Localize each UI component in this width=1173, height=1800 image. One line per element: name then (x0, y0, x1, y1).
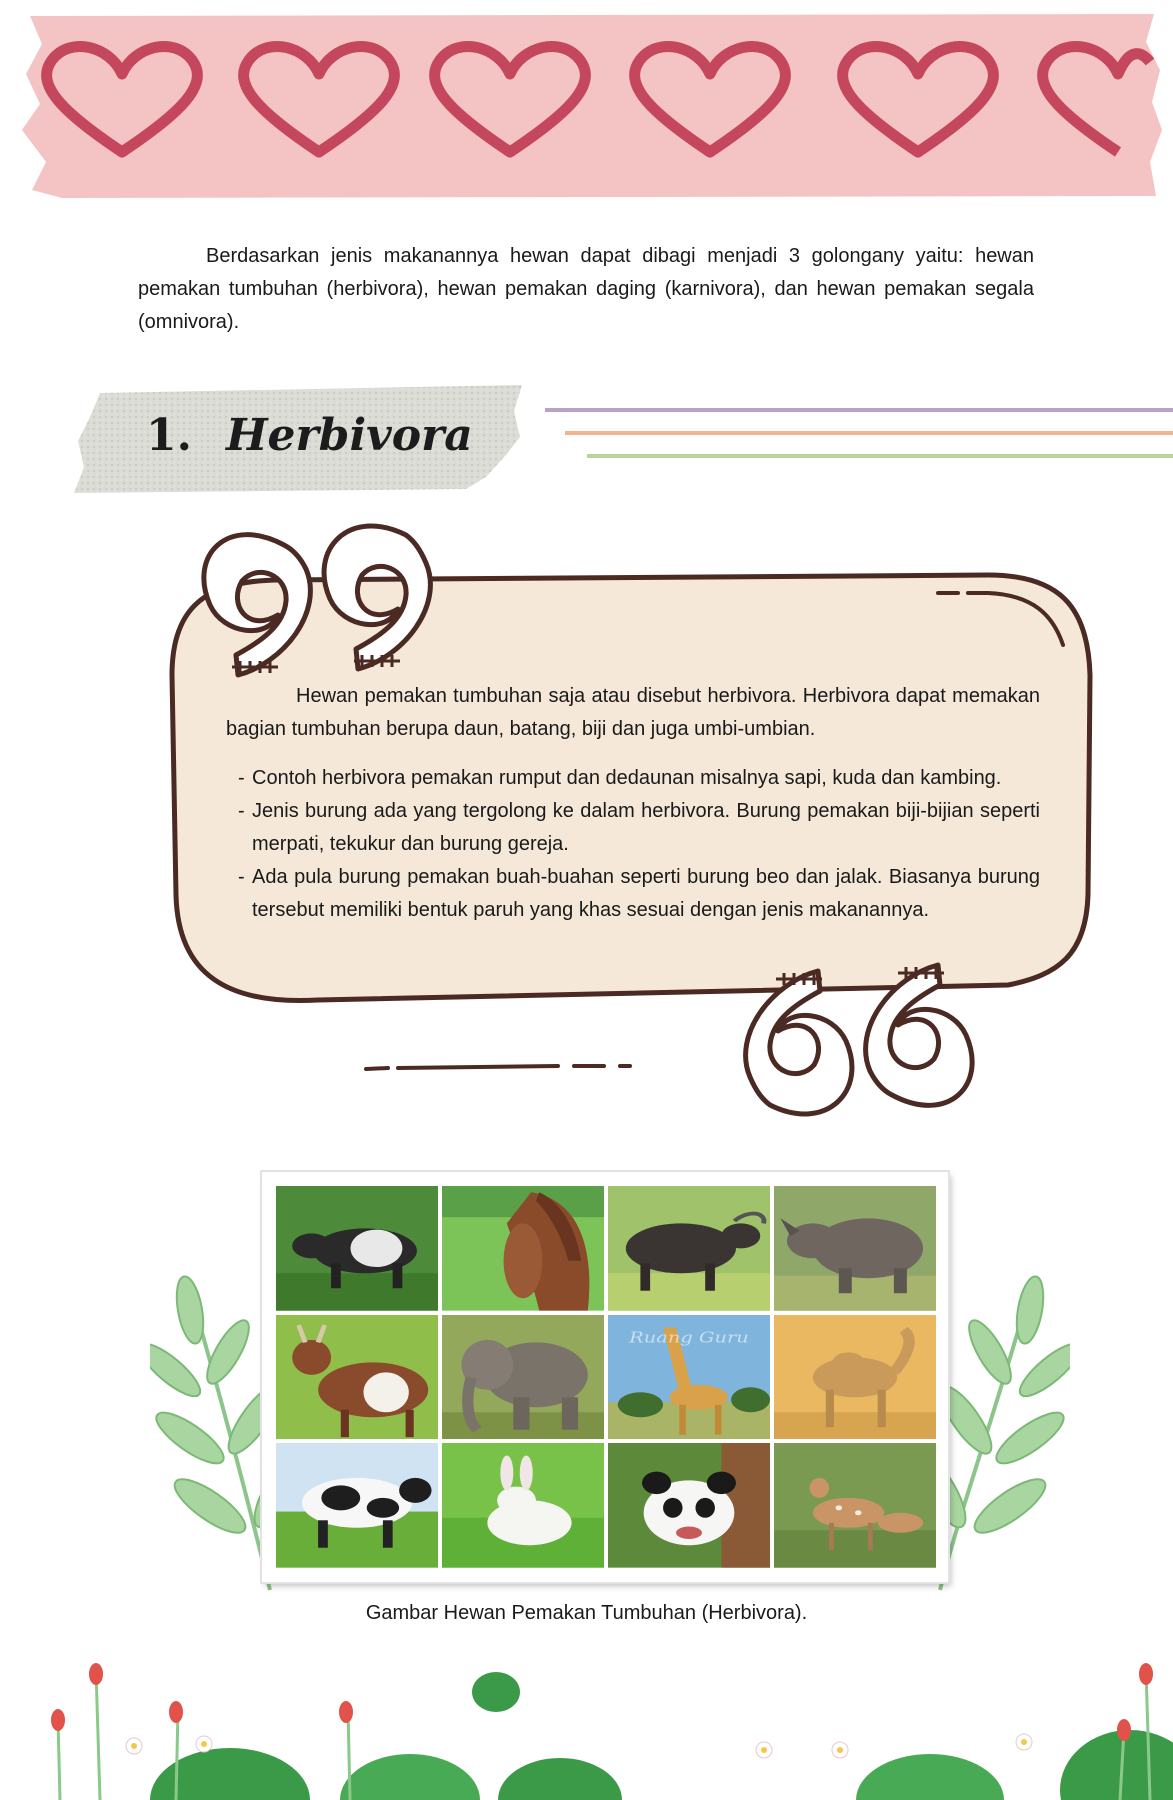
decorative-lines (545, 400, 1173, 470)
photo-elephant (442, 1315, 604, 1440)
photo-giraffe (608, 1315, 770, 1440)
svg-text:Ruang Guru: Ruang Guru (629, 1329, 749, 1347)
photo-rabbit (442, 1443, 604, 1568)
photo-goat (276, 1315, 438, 1440)
photo-horse (442, 1186, 604, 1311)
photo-camel (774, 1315, 936, 1440)
photo-rhinoceros (774, 1186, 936, 1311)
quote-content (226, 680, 1040, 927)
footer-decoration (0, 1650, 1173, 1800)
photo-buffalo (608, 1186, 770, 1311)
figure-caption: Gambar Hewan Pemakan Tumbuhan (Herbivora). (365, 1602, 808, 1624)
herbivore-examples-list (226, 762, 1040, 927)
list-item: - Contoh herbivora pemakan rumput dan dedaunan misalnya sapi, kuda dan kambing. (238, 767, 1002, 789)
photo-deer (774, 1443, 936, 1568)
intro-paragraph: Berdasarkan jenis makanannya hewan dapat dibagi menjadi 3 golongany yaitu: hewan pemakan tumbuhan (herbivora), hewan pemakan daging (karnivora), dan hewan pemakan segala (omnivora). (138, 245, 1034, 333)
section-number: 1. (146, 410, 192, 461)
list-item: - Ada pula burung pemakan buah-buahan seperti burung beo dan jalak. Biasanya burung tersebut memiliki bentuk paruh yang khas sesuai dengan jenis makanannya. (238, 866, 1040, 921)
photo-cow (276, 1443, 438, 1568)
herbivore-photo-grid (276, 1186, 936, 1568)
photo-tapir (276, 1186, 438, 1311)
section-title: Herbivora (225, 410, 473, 461)
photo-panda (608, 1443, 770, 1568)
decorative-heart-tape (22, 12, 1162, 202)
quote-paragraph: Hewan pemakan tumbuhan saja atau disebut herbivora. Herbivora dapat memakan bagian tumbuhan berupa daun, batang, biji dan juga umbi-umbian. (226, 685, 1040, 740)
section-heading (146, 410, 473, 461)
flower-icon (51, 1663, 1153, 1741)
list-item: - Jenis burung ada yang tergolong ke dalam herbivora. Burung pemakan biji-bijian seperti merpati, tekukur dan burung gereja. (238, 800, 1040, 855)
